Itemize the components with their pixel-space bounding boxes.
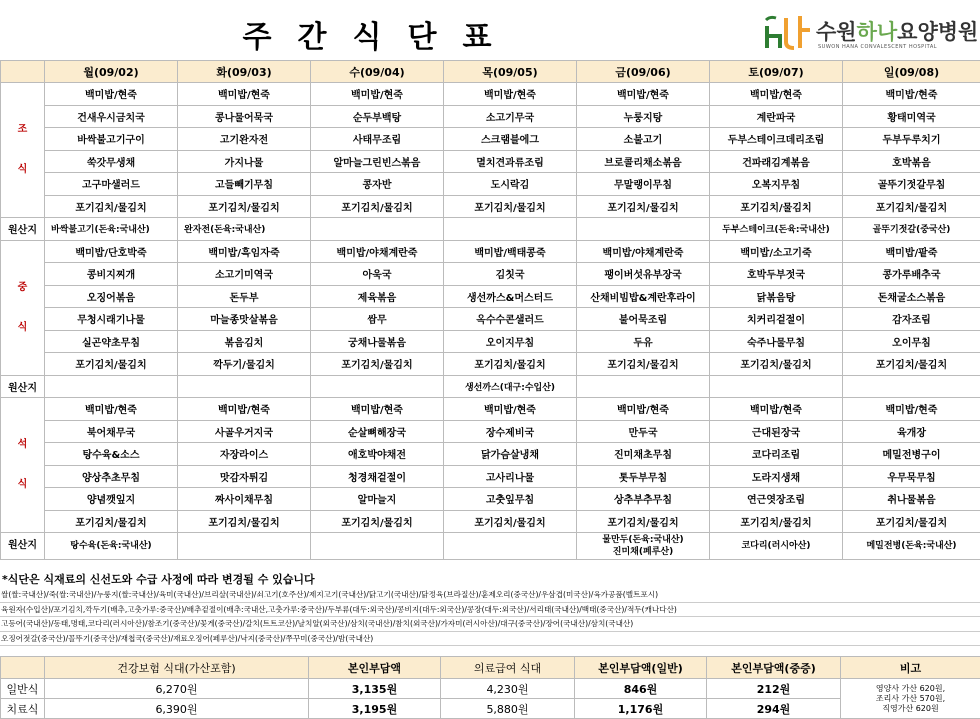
menu-cell: 골뚜기젓갈무침 (843, 173, 980, 196)
menu-cell: 마늘종맛살볶음 (178, 308, 311, 331)
menu-cell: 애호박야채전 (311, 443, 444, 466)
menu-cell: 멸치견과류조림 (444, 150, 577, 173)
lunch-row (1, 263, 980, 286)
menu-cell: 백미밥/현죽 (843, 83, 980, 106)
price-header-row (1, 657, 980, 679)
menu-cell: 포기김치/물김치 (444, 195, 577, 218)
menu-cell: 돈채굴소스볶음 (843, 285, 980, 308)
breakfast-row (1, 105, 980, 128)
menu-cell: 백미밥/현죽 (577, 83, 710, 106)
breakfast-origin-row (1, 218, 980, 241)
menu-cell: 장수제비국 (444, 420, 577, 443)
menu-cell: 백미밥/현죽 (444, 83, 577, 106)
origin-note-line: 육원자(수입산)/포기김치,깍두기(배추,고춧가루:중국산)/배추겉절이(배추:국내산,고춧가루:중국산)/두부류(대두:외국산)/콩비지(대두:외국산)/콩장(대두:외국산)/서리태(국내산)/백태(중국산)/적두(캐나다산) (0, 603, 980, 618)
breakfast-label-a: 조 (17, 124, 28, 135)
origin-cell: 코다리(러시아산) (710, 533, 843, 560)
menu-cell: 포기김치/물김치 (444, 510, 577, 533)
breakfast-label (1, 83, 45, 218)
breakfast-row (1, 150, 980, 173)
menu-cell: 생선까스&머스터드 (444, 285, 577, 308)
menu-cell: 실곤약초무침 (45, 330, 178, 353)
menu-cell: 두부스테이크데리조림 (710, 128, 843, 151)
menu-cell: 취나물볶음 (843, 488, 980, 511)
breakfast-row (1, 83, 980, 106)
menu-cell: 오이무침 (843, 330, 980, 353)
price-header: 비고 (841, 657, 980, 679)
menu-cell: 포기김치/물김치 (710, 353, 843, 376)
dinner-label-b: 식 (17, 479, 28, 490)
dinner-row (1, 465, 980, 488)
day-header: 일(09/08) (843, 61, 980, 83)
menu-cell: 포기김치/물김치 (843, 510, 980, 533)
lunch-row (1, 285, 980, 308)
menu-cell: 옥수수콘샐러드 (444, 308, 577, 331)
day-header: 화(09/03) (178, 61, 311, 83)
menu-cell: 코다리조림 (710, 443, 843, 466)
origin-cell (710, 375, 843, 398)
menu-cell: 포기김치/물김치 (710, 510, 843, 533)
logo-name-c: 요양병원 (897, 20, 979, 44)
menu-cell: 돈두부 (178, 285, 311, 308)
meal-price-table (0, 656, 980, 719)
menu-cell: 백미밥/현죽 (444, 398, 577, 421)
menu-cell: 북어채무국 (45, 420, 178, 443)
menu-cell: 자장라이스 (178, 443, 311, 466)
price-cell: 294원 (707, 699, 841, 719)
menu-cell: 포기김치/물김치 (45, 195, 178, 218)
breakfast-row (1, 128, 980, 151)
menu-cell: 양상추초무침 (45, 465, 178, 488)
menu-cell: 건파래김계볶음 (710, 150, 843, 173)
menu-cell: 백미밥/야채계란죽 (311, 240, 444, 263)
menu-cell: 닭가슴살냉채 (444, 443, 577, 466)
menu-cell: 포기김치/물김치 (311, 510, 444, 533)
corner-cell (1, 61, 45, 83)
menu-cell: 짜사이채무침 (178, 488, 311, 511)
menu-cell: 근대된장국 (710, 420, 843, 443)
menu-cell: 포기김치/물김치 (710, 195, 843, 218)
hospital-logo (760, 12, 980, 56)
logo-mark-icon (762, 12, 812, 52)
menu-cell: 오복지무침 (710, 173, 843, 196)
price-row (1, 679, 980, 699)
menu-cell: 연근엿장조림 (710, 488, 843, 511)
menu-cell: 백미밥/현죽 (311, 83, 444, 106)
menu-cell: 포기김치/물김치 (843, 353, 980, 376)
menu-cell: 소불고기 (577, 128, 710, 151)
menu-cell: 오징어볶음 (45, 285, 178, 308)
notice-text: *식단은 식재료의 신선도와 수급 사정에 따라 변경될 수 있습니다 (2, 573, 315, 586)
origin-cell (311, 375, 444, 398)
menu-cell: 호박두부젓국 (710, 263, 843, 286)
price-cell: 치료식 (1, 699, 45, 719)
remark-line: 조리사 가산 570원, (875, 693, 946, 703)
menu-cell: 궁채나물볶음 (311, 330, 444, 353)
origin-cell (45, 375, 178, 398)
menu-cell: 포기김치/물김치 (444, 353, 577, 376)
lunch-row (1, 353, 980, 376)
menu-cell: 고춧잎무침 (444, 488, 577, 511)
menu-cell: 쌈무 (311, 308, 444, 331)
origin-cell: 완자전(돈육:국내산) (178, 218, 311, 241)
menu-cell: 알마늘그린빈스볶음 (311, 150, 444, 173)
origin-cell: 탕수육(돈육:국내산) (45, 533, 178, 560)
menu-cell: 고사리나물 (444, 465, 577, 488)
logo-name-a: 수원 (816, 20, 857, 44)
origin-cell (178, 533, 311, 560)
menu-cell: 백미밥/현죽 (710, 83, 843, 106)
menu-cell: 고기완자전 (178, 128, 311, 151)
menu-cell: 콩나물어묵국 (178, 105, 311, 128)
menu-cell: 가지나물 (178, 150, 311, 173)
price-cell: 4,230원 (441, 679, 575, 699)
origin-cell: 생선까스(대구:수입산) (444, 375, 577, 398)
origin-note-line: 고등어(국내산)/동태,명태,코다리(러시아산)/참조기(중국산)/꽃게(중국산)/갈치(트트코산)/날치알(외국산)/삼치(국내산)/참치(외국산)/가자미(러시아산)/대구(중국산)/장어(국내산)/삼치(국내산) (0, 617, 980, 632)
menu-cell: 백미밥/현죽 (710, 398, 843, 421)
origin-note-line: 오징어젓갈(중국산)/꼴뚜기(중국산)/재첩국(중국산)/재료오징어(페루산)/낙지(중국산)/쭈꾸미(중국산)/밤(국내산) (0, 632, 980, 647)
menu-cell: 백미밥/팥죽 (843, 240, 980, 263)
menu-cell: 백미밥/소고기죽 (710, 240, 843, 263)
menu-cell: 포기김치/물김치 (577, 195, 710, 218)
logo-name (816, 16, 978, 46)
menu-cell: 백미밥/백태콩죽 (444, 240, 577, 263)
logo-name-b: 하나 (856, 20, 898, 44)
price-cell: 3,195원 (309, 699, 441, 719)
lunch-origin-row (1, 375, 980, 398)
menu-cell: 백미밥/야채계란죽 (577, 240, 710, 263)
menu-cell: 고들빼기무침 (178, 173, 311, 196)
origin-cell (311, 533, 444, 560)
menu-cell: 호박볶음 (843, 150, 980, 173)
origin-cell (444, 533, 577, 560)
origin-cell (178, 375, 311, 398)
menu-cell: 사골우거지국 (178, 420, 311, 443)
origin-cell (311, 218, 444, 241)
origin-cell: 두부스테이크(돈육:국내산) (710, 218, 843, 241)
dinner-label (1, 398, 45, 533)
menu-cell: 포기김치/물김치 (178, 510, 311, 533)
menu-cell: 팽이버섯유부장국 (577, 263, 710, 286)
origin-cell: 바싹불고기(돈육:국내산) (45, 218, 178, 241)
menu-cell: 황태미역국 (843, 105, 980, 128)
menu-cell: 오이지무침 (444, 330, 577, 353)
origin-line: 진미채(페루산) (612, 547, 674, 557)
notes-section (0, 572, 980, 646)
price-header (1, 657, 45, 679)
menu-cell: 만두국 (577, 420, 710, 443)
origin-cell: 골뚜기젓갈(중국산) (843, 218, 980, 241)
menu-cell: 백미밥/현죽 (178, 83, 311, 106)
price-cell: 212원 (707, 679, 841, 699)
lunch-row (1, 240, 980, 263)
dinner-row (1, 420, 980, 443)
menu-cell: 사태무조림 (311, 128, 444, 151)
menu-cell: 산채비빔밥&계란후라이 (577, 285, 710, 308)
price-header: 본인부담액(일반) (575, 657, 707, 679)
menu-cell: 포기김치/물김치 (577, 353, 710, 376)
menu-cell: 진미채초무침 (577, 443, 710, 466)
dinner-origin-row (1, 533, 980, 560)
dinner-row (1, 488, 980, 511)
day-header: 목(09/05) (444, 61, 577, 83)
menu-cell: 감자조림 (843, 308, 980, 331)
day-header: 월(09/02) (45, 61, 178, 83)
header (0, 0, 980, 60)
price-cell: 1,176원 (575, 699, 707, 719)
breakfast-row (1, 195, 980, 218)
menu-cell: 깍두기/물김치 (178, 353, 311, 376)
lunch-row (1, 308, 980, 331)
menu-cell: 백미밥/현죽 (45, 83, 178, 106)
menu-cell: 포기김치/물김치 (45, 353, 178, 376)
menu-cell: 도라지생채 (710, 465, 843, 488)
origin-cell (577, 375, 710, 398)
menu-cell: 백미밥/현죽 (178, 398, 311, 421)
origin-note-line: 쌀(쌀:국내산)/죽(쌀:국내산)/누룽지(쌀:국내산)/육미(국내산)/브리살(국내산)/쇠고기(호주산)/제지고기(국내산)/닭고기(국내산)/닭정육(브라질산)/훈제오리(중국산)/우삼겹(미국산)/육가공품(벨트포시) (0, 588, 980, 603)
menu-cell: 백미밥/흑임자죽 (178, 240, 311, 263)
menu-cell: 포기김치/물김치 (178, 195, 311, 218)
origin-cell (444, 218, 577, 241)
dinner-label-a: 석 (17, 439, 28, 450)
menu-cell: 두유 (577, 330, 710, 353)
price-header: 건강보험 식대(가산포함) (45, 657, 309, 679)
dinner-row (1, 398, 980, 421)
lunch-label-b: 식 (17, 321, 28, 333)
menu-cell: 제육볶음 (311, 285, 444, 308)
logo-subtitle: SUWON HANA CONVALESCENT HOSPITAL (818, 44, 938, 50)
origin-cell (843, 375, 980, 398)
dinner-row (1, 510, 980, 533)
menu-cell: 콩비지찌개 (45, 263, 178, 286)
page-title: 주간식단표 (242, 20, 518, 55)
menu-cell: 알마늘지 (311, 488, 444, 511)
origin-label: 원산지 (1, 375, 45, 398)
price-header: 본인부담액 (309, 657, 441, 679)
menu-cell: 고구마샐러드 (45, 173, 178, 196)
menu-cell: 우무묵무침 (843, 465, 980, 488)
menu-cell: 포기김치/물김치 (311, 353, 444, 376)
price-cell: 6,270원 (45, 679, 309, 699)
price-cell: 6,390원 (45, 699, 309, 719)
origin-cell (577, 533, 710, 560)
price-cell: 일반식 (1, 679, 45, 699)
menu-cell: 볶음김치 (178, 330, 311, 353)
menu-cell: 콩가루배추국 (843, 263, 980, 286)
breakfast-row (1, 173, 980, 196)
menu-cell: 건새우시금치국 (45, 105, 178, 128)
menu-cell: 쑥갓무생채 (45, 150, 178, 173)
origin-label: 원산지 (1, 218, 45, 241)
menu-cell: 포기김치/물김치 (843, 195, 980, 218)
origin-cell: 메밀전병(돈육:국내산) (843, 533, 980, 560)
price-row (1, 699, 980, 719)
menu-cell: 포기김치/물김치 (45, 510, 178, 533)
menu-cell: 숙주나물무침 (710, 330, 843, 353)
menu-cell: 백미밥/현죽 (45, 398, 178, 421)
price-cell: 3,135원 (309, 679, 441, 699)
origin-label: 원산지 (1, 533, 45, 560)
menu-cell: 육개장 (843, 420, 980, 443)
dinner-row (1, 443, 980, 466)
menu-cell: 치커리겉절이 (710, 308, 843, 331)
remark-line: 직영가산 620원 (882, 703, 939, 713)
menu-cell: 불어묵조림 (577, 308, 710, 331)
remark-cell (841, 679, 980, 719)
day-header: 금(09/06) (577, 61, 710, 83)
day-header: 토(09/07) (710, 61, 843, 83)
menu-cell: 소고기미역국 (178, 263, 311, 286)
menu-cell: 톳두부무침 (577, 465, 710, 488)
weekly-menu-table (0, 60, 980, 560)
menu-cell: 백미밥/현죽 (577, 398, 710, 421)
menu-cell: 포기김치/물김치 (577, 510, 710, 533)
origin-line: 물만두(돈육:국내산) (602, 535, 684, 545)
menu-cell: 순두부백탕 (311, 105, 444, 128)
menu-cell: 김칫국 (444, 263, 577, 286)
menu-cell: 상추부추무침 (577, 488, 710, 511)
menu-cell: 스크램블에그 (444, 128, 577, 151)
menu-cell: 순살뼈해장국 (311, 420, 444, 443)
menu-cell: 브로콜리채소볶음 (577, 150, 710, 173)
price-cell: 5,880원 (441, 699, 575, 719)
menu-cell: 메밀전병구이 (843, 443, 980, 466)
origin-cell (577, 218, 710, 241)
menu-cell: 도시락김 (444, 173, 577, 196)
menu-cell: 맛감자튀김 (178, 465, 311, 488)
menu-cell: 무청시래기나물 (45, 308, 178, 331)
price-header: 본인부담액(중증) (707, 657, 841, 679)
price-header: 의료급여 식대 (441, 657, 575, 679)
menu-cell: 포기김치/물김치 (311, 195, 444, 218)
menu-cell: 청경채겉절이 (311, 465, 444, 488)
menu-cell: 콩자반 (311, 173, 444, 196)
breakfast-label-b: 식 (17, 164, 28, 175)
day-header-row (1, 61, 980, 83)
day-header: 수(09/04) (311, 61, 444, 83)
menu-cell: 무말랭이무침 (577, 173, 710, 196)
lunch-label (1, 240, 45, 375)
menu-cell: 누룽지탕 (577, 105, 710, 128)
menu-cell: 바싹불고기구이 (45, 128, 178, 151)
menu-cell: 탕수육&소스 (45, 443, 178, 466)
menu-cell: 백미밥/현죽 (311, 398, 444, 421)
price-cell: 846원 (575, 679, 707, 699)
menu-cell: 백미밥/현죽 (843, 398, 980, 421)
menu-cell: 아욱국 (311, 263, 444, 286)
menu-cell: 계란파국 (710, 105, 843, 128)
lunch-row (1, 330, 980, 353)
remark-line: 영양사 가산 620원, (875, 683, 946, 693)
menu-cell: 두부두루치기 (843, 128, 980, 151)
menu-cell: 백미밥/단호박죽 (45, 240, 178, 263)
menu-cell: 양념깻잎지 (45, 488, 178, 511)
menu-cell: 소고기무국 (444, 105, 577, 128)
lunch-label-a: 중 (17, 281, 28, 293)
menu-cell: 닭볶음탕 (710, 285, 843, 308)
